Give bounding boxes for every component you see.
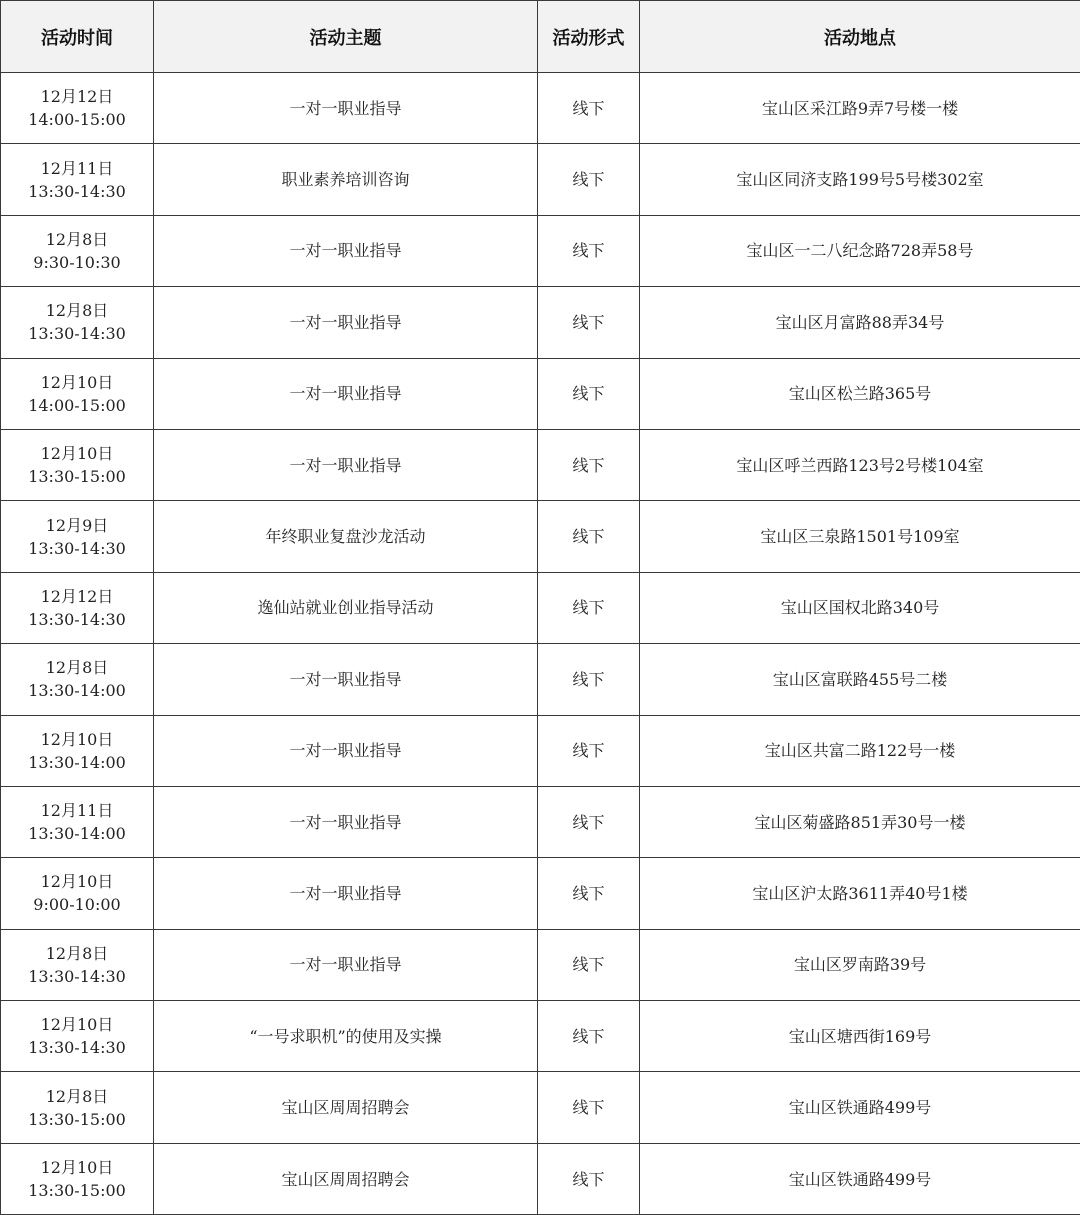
activity-date: 12月10日 xyxy=(1,442,153,465)
table-row xyxy=(1,1072,1080,1143)
table-row xyxy=(1,215,1080,286)
activity-date: 12月11日 xyxy=(1,157,153,180)
cell-form: 线下 xyxy=(538,644,640,715)
cell-time xyxy=(1,144,154,215)
activity-time-range: 9:30-10:30 xyxy=(1,251,153,274)
activity-time-range: 13:30-14:30 xyxy=(1,537,153,560)
cell-time xyxy=(1,786,154,857)
activity-date: 12月10日 xyxy=(1,870,153,893)
cell-time xyxy=(1,215,154,286)
table-row xyxy=(1,287,1080,358)
cell-place: 宝山区月富路88弄34号 xyxy=(640,287,1080,358)
cell-topic: 宝山区周周招聘会 xyxy=(154,1143,538,1214)
activity-time-range: 13:30-15:00 xyxy=(1,1108,153,1131)
cell-topic: 一对一职业指导 xyxy=(154,858,538,929)
table-row xyxy=(1,501,1080,572)
activity-date: 12月8日 xyxy=(1,299,153,322)
table-row xyxy=(1,786,1080,857)
cell-form: 线下 xyxy=(538,858,640,929)
header-place: 活动地点 xyxy=(640,1,1080,73)
cell-time xyxy=(1,929,154,1000)
header-time: 活动时间 xyxy=(1,1,154,73)
activity-time-range: 13:30-14:00 xyxy=(1,679,153,702)
activity-time-range: 13:30-14:30 xyxy=(1,322,153,345)
cell-form: 线下 xyxy=(538,358,640,429)
cell-form: 线下 xyxy=(538,215,640,286)
cell-place: 宝山区松兰路365号 xyxy=(640,358,1080,429)
table-body xyxy=(1,73,1080,1215)
cell-topic: “一号求职机”的使用及实操 xyxy=(154,1001,538,1072)
cell-place: 宝山区铁通路499号 xyxy=(640,1072,1080,1143)
cell-place: 宝山区罗南路39号 xyxy=(640,929,1080,1000)
cell-time xyxy=(1,715,154,786)
header-topic: 活动主题 xyxy=(154,1,538,73)
cell-topic: 年终职业复盘沙龙活动 xyxy=(154,501,538,572)
activity-date: 12月10日 xyxy=(1,1156,153,1179)
table-row xyxy=(1,429,1080,500)
cell-topic: 宝山区周周招聘会 xyxy=(154,1072,538,1143)
activity-time-range: 13:30-14:30 xyxy=(1,1036,153,1059)
activity-date: 12月11日 xyxy=(1,799,153,822)
cell-topic: 一对一职业指导 xyxy=(154,429,538,500)
activity-time-range: 13:30-15:00 xyxy=(1,465,153,488)
table-row xyxy=(1,358,1080,429)
cell-topic: 一对一职业指导 xyxy=(154,715,538,786)
cell-topic: 一对一职业指导 xyxy=(154,287,538,358)
activity-date: 12月10日 xyxy=(1,1013,153,1036)
table-header xyxy=(1,1,1080,73)
table-row xyxy=(1,858,1080,929)
cell-topic: 一对一职业指导 xyxy=(154,644,538,715)
table-row xyxy=(1,929,1080,1000)
cell-topic: 逸仙站就业创业指导活动 xyxy=(154,572,538,643)
activity-date: 12月10日 xyxy=(1,371,153,394)
cell-time xyxy=(1,858,154,929)
cell-place: 宝山区菊盛路851弄30号一楼 xyxy=(640,786,1080,857)
activity-date: 12月8日 xyxy=(1,1085,153,1108)
activity-time-range: 14:00-15:00 xyxy=(1,394,153,417)
activity-time-range: 13:30-14:30 xyxy=(1,180,153,203)
cell-form: 线下 xyxy=(538,144,640,215)
table-row xyxy=(1,73,1080,144)
cell-topic: 一对一职业指导 xyxy=(154,358,538,429)
activity-time-range: 13:30-15:00 xyxy=(1,1179,153,1202)
cell-form: 线下 xyxy=(538,1001,640,1072)
cell-time xyxy=(1,1001,154,1072)
cell-topic: 一对一职业指导 xyxy=(154,215,538,286)
table-row xyxy=(1,644,1080,715)
table-row xyxy=(1,572,1080,643)
activity-time-range: 13:30-14:00 xyxy=(1,751,153,774)
activity-date: 12月9日 xyxy=(1,514,153,537)
cell-place: 宝山区采江路9弄7号楼一楼 xyxy=(640,73,1080,144)
cell-time xyxy=(1,73,154,144)
activity-time-range: 13:30-14:30 xyxy=(1,965,153,988)
activity-time-range: 13:30-14:30 xyxy=(1,608,153,631)
cell-time xyxy=(1,287,154,358)
activity-date: 12月12日 xyxy=(1,585,153,608)
cell-time xyxy=(1,1072,154,1143)
cell-form: 线下 xyxy=(538,1143,640,1214)
cell-time xyxy=(1,572,154,643)
cell-topic: 一对一职业指导 xyxy=(154,73,538,144)
table-row xyxy=(1,1143,1080,1214)
activity-date: 12月8日 xyxy=(1,228,153,251)
cell-place: 宝山区富联路455号二楼 xyxy=(640,644,1080,715)
activity-date: 12月8日 xyxy=(1,942,153,965)
cell-topic: 职业素养培训咨询 xyxy=(154,144,538,215)
activity-time-range: 13:30-14:00 xyxy=(1,822,153,845)
cell-form: 线下 xyxy=(538,287,640,358)
cell-form: 线下 xyxy=(538,786,640,857)
table-row xyxy=(1,1001,1080,1072)
cell-place: 宝山区一二八纪念路728弄58号 xyxy=(640,215,1080,286)
cell-form: 线下 xyxy=(538,929,640,1000)
table-row xyxy=(1,144,1080,215)
activity-date: 12月10日 xyxy=(1,728,153,751)
cell-time xyxy=(1,429,154,500)
activity-time-range: 9:00-10:00 xyxy=(1,893,153,916)
cell-place: 宝山区共富二路122号一楼 xyxy=(640,715,1080,786)
header-row xyxy=(1,1,1080,73)
cell-place: 宝山区呼兰西路123号2号楼104室 xyxy=(640,429,1080,500)
activity-date: 12月12日 xyxy=(1,85,153,108)
cell-form: 线下 xyxy=(538,429,640,500)
cell-time xyxy=(1,358,154,429)
cell-place: 宝山区沪太路3611弄40号1楼 xyxy=(640,858,1080,929)
cell-topic: 一对一职业指导 xyxy=(154,786,538,857)
cell-time xyxy=(1,501,154,572)
cell-topic: 一对一职业指导 xyxy=(154,929,538,1000)
cell-place: 宝山区塘西街169号 xyxy=(640,1001,1080,1072)
cell-form: 线下 xyxy=(538,501,640,572)
table-row xyxy=(1,715,1080,786)
header-form: 活动形式 xyxy=(538,1,640,73)
cell-form: 线下 xyxy=(538,572,640,643)
cell-form: 线下 xyxy=(538,715,640,786)
cell-place: 宝山区铁通路499号 xyxy=(640,1143,1080,1214)
activity-time-range: 14:00-15:00 xyxy=(1,108,153,131)
activity-date: 12月8日 xyxy=(1,656,153,679)
cell-place: 宝山区国权北路340号 xyxy=(640,572,1080,643)
cell-form: 线下 xyxy=(538,1072,640,1143)
cell-place: 宝山区同济支路199号5号楼302室 xyxy=(640,144,1080,215)
cell-place: 宝山区三泉路1501号109室 xyxy=(640,501,1080,572)
cell-time xyxy=(1,1143,154,1214)
cell-time xyxy=(1,644,154,715)
cell-form: 线下 xyxy=(538,73,640,144)
